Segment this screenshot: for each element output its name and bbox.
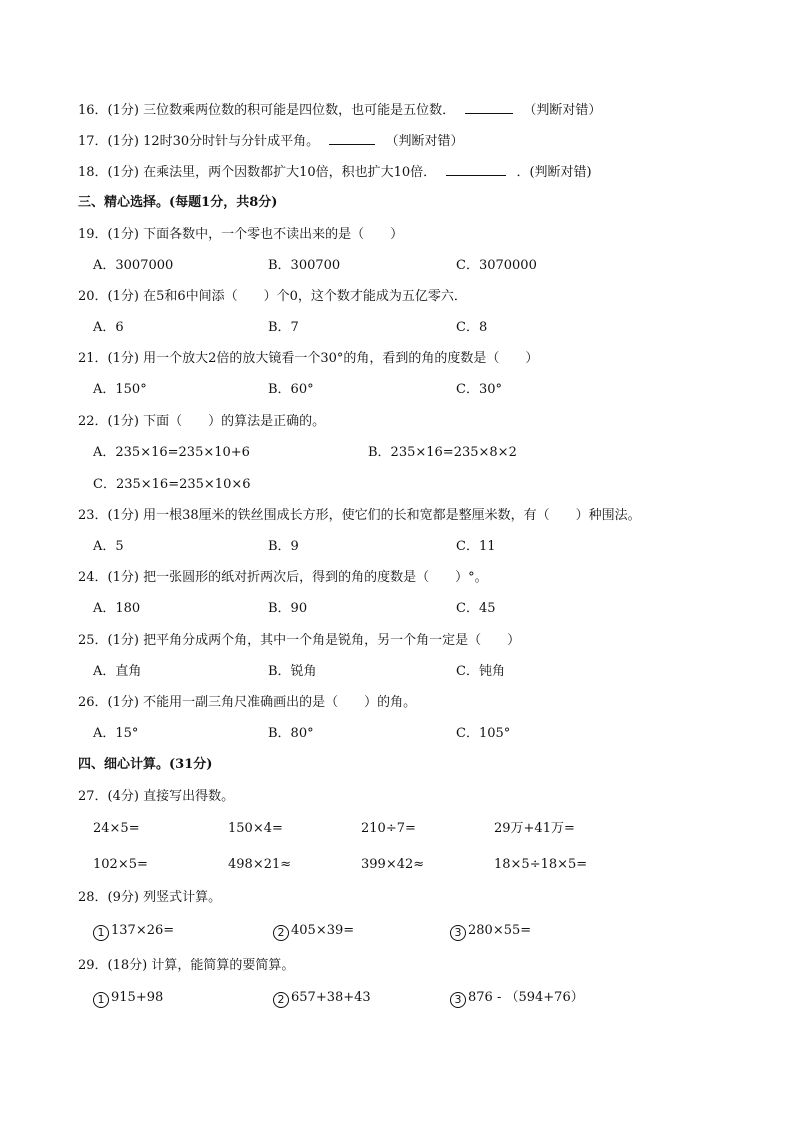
question-21-stem: 21．(1分) 用一个放大2倍的放大镜看一个30°的角，看到的角的度数是（ ） — [78, 351, 539, 366]
question-16 — [78, 101, 601, 120]
calc-expression: 137×26= — [111, 923, 175, 938]
question-29-stem: 29．(18分) 计算，能简算的要简算。 — [78, 958, 295, 973]
question-21-option-a[interactable]: A．150° — [93, 382, 147, 397]
question-22-option-a[interactable]: A．235×16=235×10+6 — [93, 445, 250, 460]
vertical-calc-item — [93, 922, 174, 941]
simplify-calc-item — [93, 989, 163, 1008]
section-3-heading: 三、精心选择。(每题1分，共8分) — [78, 195, 278, 210]
question-19-option-b[interactable]: B．300700 — [268, 258, 341, 273]
question-22-stem: 22．(1分) 下面（ ）的算法是正确的。 — [78, 414, 326, 429]
question-19-stem: 19．(1分) 下面各数中，一个零也不读出来的是（ ） — [78, 227, 404, 242]
vertical-calc-item — [450, 922, 531, 941]
question-24-option-c[interactable]: C．45 — [456, 601, 496, 616]
question-18-text: 18．(1分) 在乘法里，两个因数都扩大10倍，积也扩大10倍． — [78, 165, 437, 180]
circled-number: 3 — [450, 992, 466, 1008]
question-18-suffix: ．(判断对错) — [516, 165, 592, 180]
question-23-option-c[interactable]: C．11 — [456, 539, 496, 554]
question-18 — [78, 163, 592, 182]
calc-item: 102×5= — [93, 857, 148, 872]
calc-item: 24×5= — [93, 821, 140, 836]
question-17-text: 17．(1分) 12时30分时针与分针成平角。 — [78, 134, 320, 149]
question-22-option-b[interactable]: B．235×16=235×8×2 — [368, 445, 517, 460]
question-23-option-b[interactable]: B．9 — [268, 539, 299, 554]
question-17-suffix: （判断对错） — [385, 134, 464, 149]
calc-item: 18×5÷18×5= — [494, 857, 588, 872]
vertical-calc-item — [273, 922, 354, 941]
calc-item: 150×4= — [228, 821, 283, 836]
calc-expression: 876 - （594+76） — [468, 990, 584, 1005]
question-25-option-a[interactable]: A．直角 — [93, 664, 142, 679]
question-27-stem: 27．(4分) 直接写出得数。 — [78, 789, 235, 804]
calc-expression: 280×55= — [468, 923, 532, 938]
calc-expression: 915+98 — [111, 990, 164, 1005]
question-26-stem: 26．(1分) 不能用一副三角尺准确画出的是（ ）的角。 — [78, 695, 417, 710]
question-28-stem: 28．(9分) 列竖式计算。 — [78, 890, 222, 905]
question-24-stem: 24．(1分) 把一张圆形的纸对折两次后，得到的角的度数是（ ）°。 — [78, 570, 488, 585]
question-17 — [78, 132, 463, 151]
question-26-option-a[interactable]: A．15° — [93, 726, 139, 741]
question-21-option-b[interactable]: B．60° — [268, 382, 314, 397]
circled-number: 2 — [273, 992, 289, 1008]
calc-expression: 405×39= — [291, 923, 355, 938]
calc-item: 210÷7= — [361, 821, 416, 836]
circled-number: 2 — [273, 925, 289, 941]
question-16-suffix: （判断对错） — [523, 103, 602, 118]
question-24-option-a[interactable]: A．180 — [93, 601, 141, 616]
simplify-calc-item — [450, 989, 584, 1008]
calc-item: 399×42≈ — [361, 857, 425, 872]
question-16-text: 16．(1分) 三位数乘两位数的积可能是四位数，也可能是五位数． — [78, 103, 456, 118]
circled-number: 3 — [450, 925, 466, 941]
question-19-option-c[interactable]: C．3070000 — [456, 258, 537, 273]
question-22-option-c[interactable]: C．235×16=235×10×6 — [93, 477, 251, 492]
question-20-stem: 20．(1分) 在5和6中间添（ ）个0，这个数才能成为五亿零六． — [78, 289, 467, 304]
calc-item: 498×21≈ — [228, 857, 292, 872]
question-20-option-a[interactable]: A．6 — [93, 320, 124, 335]
question-25-stem: 25．(1分) 把平角分成两个角，其中一个角是锐角，另一个角一定是（ ） — [78, 633, 521, 648]
question-25-option-b[interactable]: B．锐角 — [268, 664, 317, 679]
question-20-option-c[interactable]: C．8 — [456, 320, 488, 335]
simplify-calc-item — [273, 989, 371, 1008]
answer-blank-16[interactable] — [465, 101, 513, 114]
circled-number: 1 — [93, 925, 109, 941]
question-25-option-c[interactable]: C．钝角 — [456, 664, 505, 679]
question-23-option-a[interactable]: A．5 — [93, 539, 124, 554]
calc-item: 29万+41万= — [494, 821, 575, 836]
question-19-option-a[interactable]: A．3007000 — [93, 258, 174, 273]
question-23-stem: 23．(1分) 用一根38厘米的铁丝围成长方形，使它们的长和宽都是整厘米数，有（ ）种围法。 — [78, 508, 641, 523]
calc-expression: 657+38+43 — [291, 990, 371, 1005]
question-20-option-b[interactable]: B．7 — [268, 320, 299, 335]
answer-blank-18[interactable] — [446, 163, 506, 176]
question-21-option-c[interactable]: C．30° — [456, 382, 502, 397]
section-4-heading: 四、细心计算。(31分) — [78, 757, 213, 772]
circled-number: 1 — [93, 992, 109, 1008]
answer-blank-17[interactable] — [329, 132, 375, 145]
question-24-option-b[interactable]: B．90 — [268, 601, 308, 616]
question-26-option-c[interactable]: C．105° — [456, 726, 511, 741]
question-26-option-b[interactable]: B．80° — [268, 726, 314, 741]
